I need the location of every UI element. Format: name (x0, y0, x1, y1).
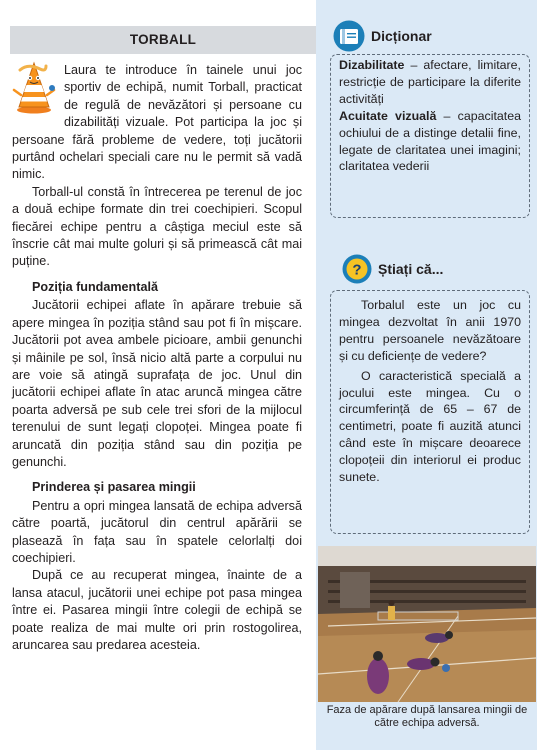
page-title: TORBALL (129, 32, 197, 47)
section-heading-catching-passing: Prinderea și pasarea mingii (32, 480, 196, 495)
term-disability: Dizabilitate (339, 58, 405, 72)
article-body (12, 62, 302, 654)
did-you-know-paragraph-2: O caracteristică specială a jocului este mingea. Cu o circumferință de 65 – 67 de centimetri, poate fi auzită atunci când este în mișcare deoarece clopoțeii din interiorul ei produc sunete. (339, 368, 521, 485)
section-heading-fundamental-position: Poziția fundamentală (32, 279, 158, 294)
rules-paragraph: Torball-ul constă în întrecerea pe terenul de joc a două echipe formate din trei coechipieri. Scopul fiecărei echipe pentru a câștiga meciul este să înscrie cât mai multe goluri și să primească cât mai puține. (12, 184, 302, 269)
photo-caption: Faza de apărare după lansarea mingii de către echipa adversă. (326, 704, 528, 729)
passing-paragraph: După ce au recuperat mingea, înainte de a lansa atacul, jucătorii unei echipe pot pasa mingea între ei. Pasarea mingii între colegii de echipă se poate realiza de mai multe ori prin rostogolirea, aruncarea sau predarea acesteia. (12, 568, 302, 652)
did-you-know-title: Știați că... (378, 261, 444, 277)
did-you-know-box (330, 290, 530, 534)
book-icon (333, 20, 365, 52)
question-mark-icon (342, 254, 372, 284)
definition-disability: – afectare, limitare, restricție de participare la diferite activități (339, 58, 521, 106)
intro-paragraph: Laura te introduce în tainele unui joc sportiv de echipă, numit Torball, practicat de regulă de nevăzători și persoane cu dizabilități vizuale. Pot participa la joc și persoane fără probleme de vedere, toți jucătorii purtând ochelari speciali care nu le permit să vadă nimic. (12, 63, 302, 182)
definition-visual-acuity: – capacitatea ochiului de a distinge detalii fine, legate de claritatea unei imagini; claritatea vederii (339, 108, 522, 174)
dictionary-header (333, 20, 432, 52)
svg-text:?: ? (352, 261, 362, 279)
cone-mascot-icon (12, 60, 56, 114)
term-visual-acuity: Acuitate vizuală (339, 108, 437, 123)
dictionary-entry-1 (339, 57, 521, 108)
dictionary-box (330, 54, 530, 218)
fundamental-position-paragraph: Jucătorii echipei aflate în apărare trebuie să apere mingea în poziția stând sau pot fi în mișcare. Jucătorii pot avea ambele picioare, ambii genunchi și mâinile pe sol, însă nicio altă parte a corpului nu are voie să atingă suprafața de joc. Unul din jucătorii echipei aflate în atac aruncă mingea către poarta adversă pe sub cele trei sfori de la mijlocul terenului de sunt legați clopoței. Mingea poate fi aruncată din poziția stând sau din poziția pe genunchi. (12, 298, 302, 469)
title-bar (10, 26, 316, 54)
torball-match-photo (318, 546, 536, 702)
catching-paragraph: Pentru a opri mingea lansată de echipa adversă către poartă, jucătorul din centrul apărării se plasează în fața sau în spatele celorlalți doi coechipieri. (12, 498, 302, 565)
dictionary-entry-2 (339, 108, 521, 176)
did-you-know-paragraph-1: Torbalul este un joc cu mingea dezvoltat în anii 1970 pentru persoanele nevăzătoare și cu deficiențe de vedere? (339, 298, 521, 363)
did-you-know-header (342, 254, 443, 284)
dictionary-title: Dicționar (371, 28, 432, 44)
